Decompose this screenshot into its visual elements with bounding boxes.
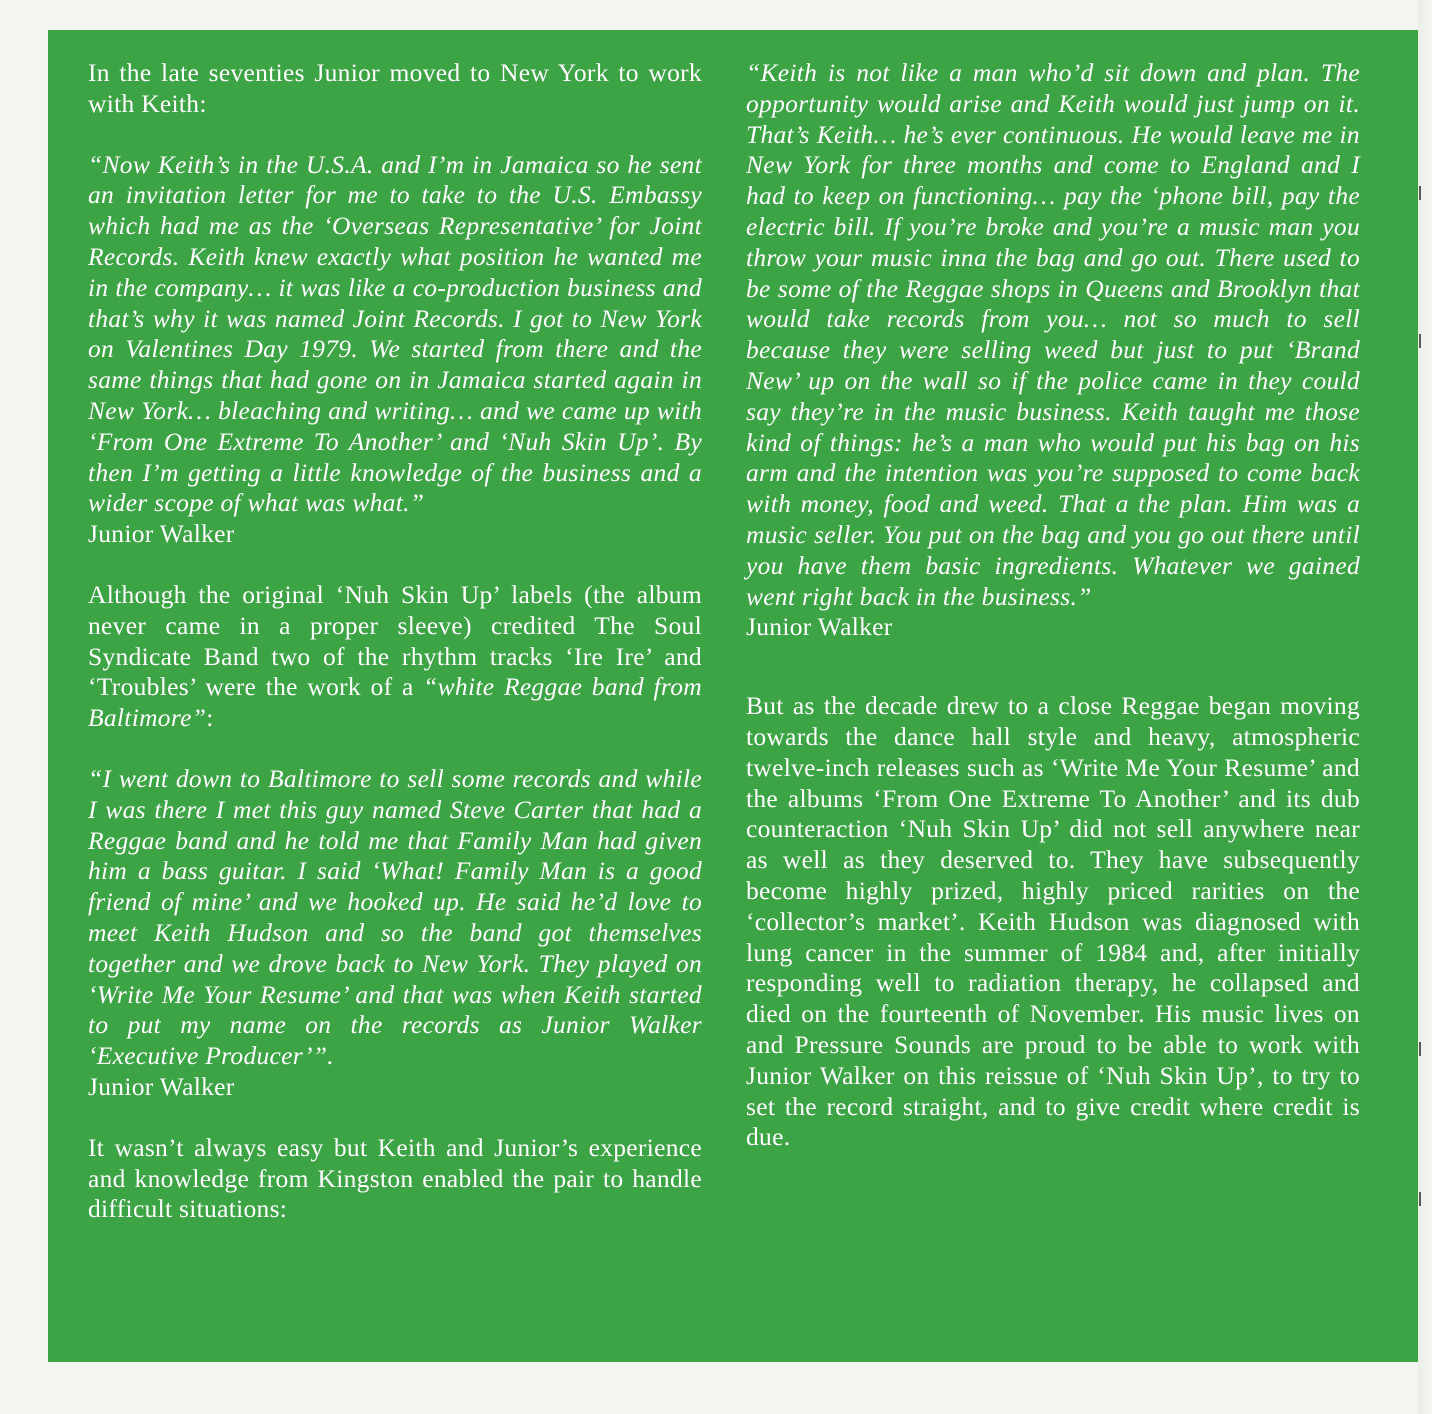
left-column bbox=[88, 58, 702, 1225]
intro-paragraph: In the late seventies Junior moved to New York to work with Keith: bbox=[88, 58, 702, 118]
difficult-situations-paragraph: It wasn’t always easy but Keith and Junior’s experience and knowledge from Kingston enabled the pair to handle difficult situations: bbox=[88, 1132, 702, 1224]
right-column bbox=[746, 58, 1360, 1153]
baltimore-paragraph bbox=[88, 580, 702, 734]
quote-joint-records: “Now Keith’s in the U.S.A. and I’m in Jamaica so he sent an invitation letter for me to take to the U.S. Embassy which had me as the ‘Overseas Representative’ for Joint Records. Keith knew exactly what position he wanted me in the company… it was like a co-production business and that’s why it was named Joint Records. I got to New York on Valentines Day 1979. We started from there and the same things that had gone on in Jamaica started again in New York… bleaching and writing… and we came up with ‘From One Extreme To Another’ and ‘Nuh Skin Up’. By then I’m getting a little knowledge of the business and a wider scope of what was what.” bbox=[88, 149, 702, 518]
quote-keith-plan: “Keith is not like a man who’d sit down and plan. The opportunity would arise and Keith would just jump on it. That’s Keith… he’s ever continuous. He would leave me in New York for three months and come to England and I had to keep on functioning… pay the ‘phone bill, pay the electric bill. If you’re broke and you’re a music man you throw your music inna the bag and go out. There used to be some of the Reggae shops in Queens and Brooklyn that would take records from you… not so much to sell because they were selling weed but just to put ‘Brand New’ up on the wall so if the police came in they could say they’re in the music business. Keith taught me those kind of things: he’s a man who would put his bag on his arm and the intention was you’re supposed to come back with money, food and weed. That a the plan. Him was a music seller. You put on the bag and you go out there until you have them basic ingredients. Whatever we gained went right back in the business.” bbox=[746, 58, 1360, 611]
baltimore-text: Although the original ‘Nuh Skin Up’ labels (the album never came in a proper sleeve) credited The Soul Syndicate Band two of the rhythm tracks ‘Ire Ire’ and ‘Troubles’ were the work of a bbox=[88, 579, 702, 702]
baltimore-colon: : bbox=[206, 703, 214, 733]
closing-paragraph: But as the decade drew to a close Reggae began moving towards the dance hall style and heavy, atmospheric twelve-inch releases such as ‘Write Me Your Resume’ and the albums ‘From One Extreme To Another’ and its dub counteraction ‘Nuh Skin Up’ did not sell anywhere near as well as they deserved to. They have subsequently become highly prized, highly priced rarities on the ‘collector’s market’. Keith Hudson was diagnosed with lung cancer in the summer of 1984 and, after initially responding well to radiation therapy, he collapsed and died on the fourteenth of November. His music lives on and Pressure Sounds are proud to be able to work with Junior Walker on this reissue of ‘Nuh Skin Up’, to try to set the record straight, and to give credit where credit is due. bbox=[746, 691, 1360, 1152]
quote-attribution: Junior Walker bbox=[88, 519, 235, 549]
baltimore-quote-inline: “white Reggae band from Baltimore” bbox=[88, 672, 702, 733]
staple bbox=[1419, 334, 1429, 348]
quote-attribution: Junior Walker bbox=[746, 612, 893, 642]
staple bbox=[1419, 1042, 1429, 1056]
staple bbox=[1419, 186, 1429, 200]
quote-attribution: Junior Walker bbox=[88, 1071, 235, 1101]
quote-baltimore: “I went down to Baltimore to sell some records and while I was there I met this guy named Steve Carter that had a Reggae band and he told me that Family Man had given him a bass guitar. I said ‘What! Family Man is a good friend of mine’ and we hooked up. He said he’d love to meet Keith Hudson and so the band got themselves together and we drove back to New York. They played on ‘Write Me Your Resume’ and that was when Keith started to put my name on the records as Junior Walker ‘Executive Producer’”. bbox=[88, 763, 702, 1071]
staple bbox=[1419, 1192, 1429, 1206]
